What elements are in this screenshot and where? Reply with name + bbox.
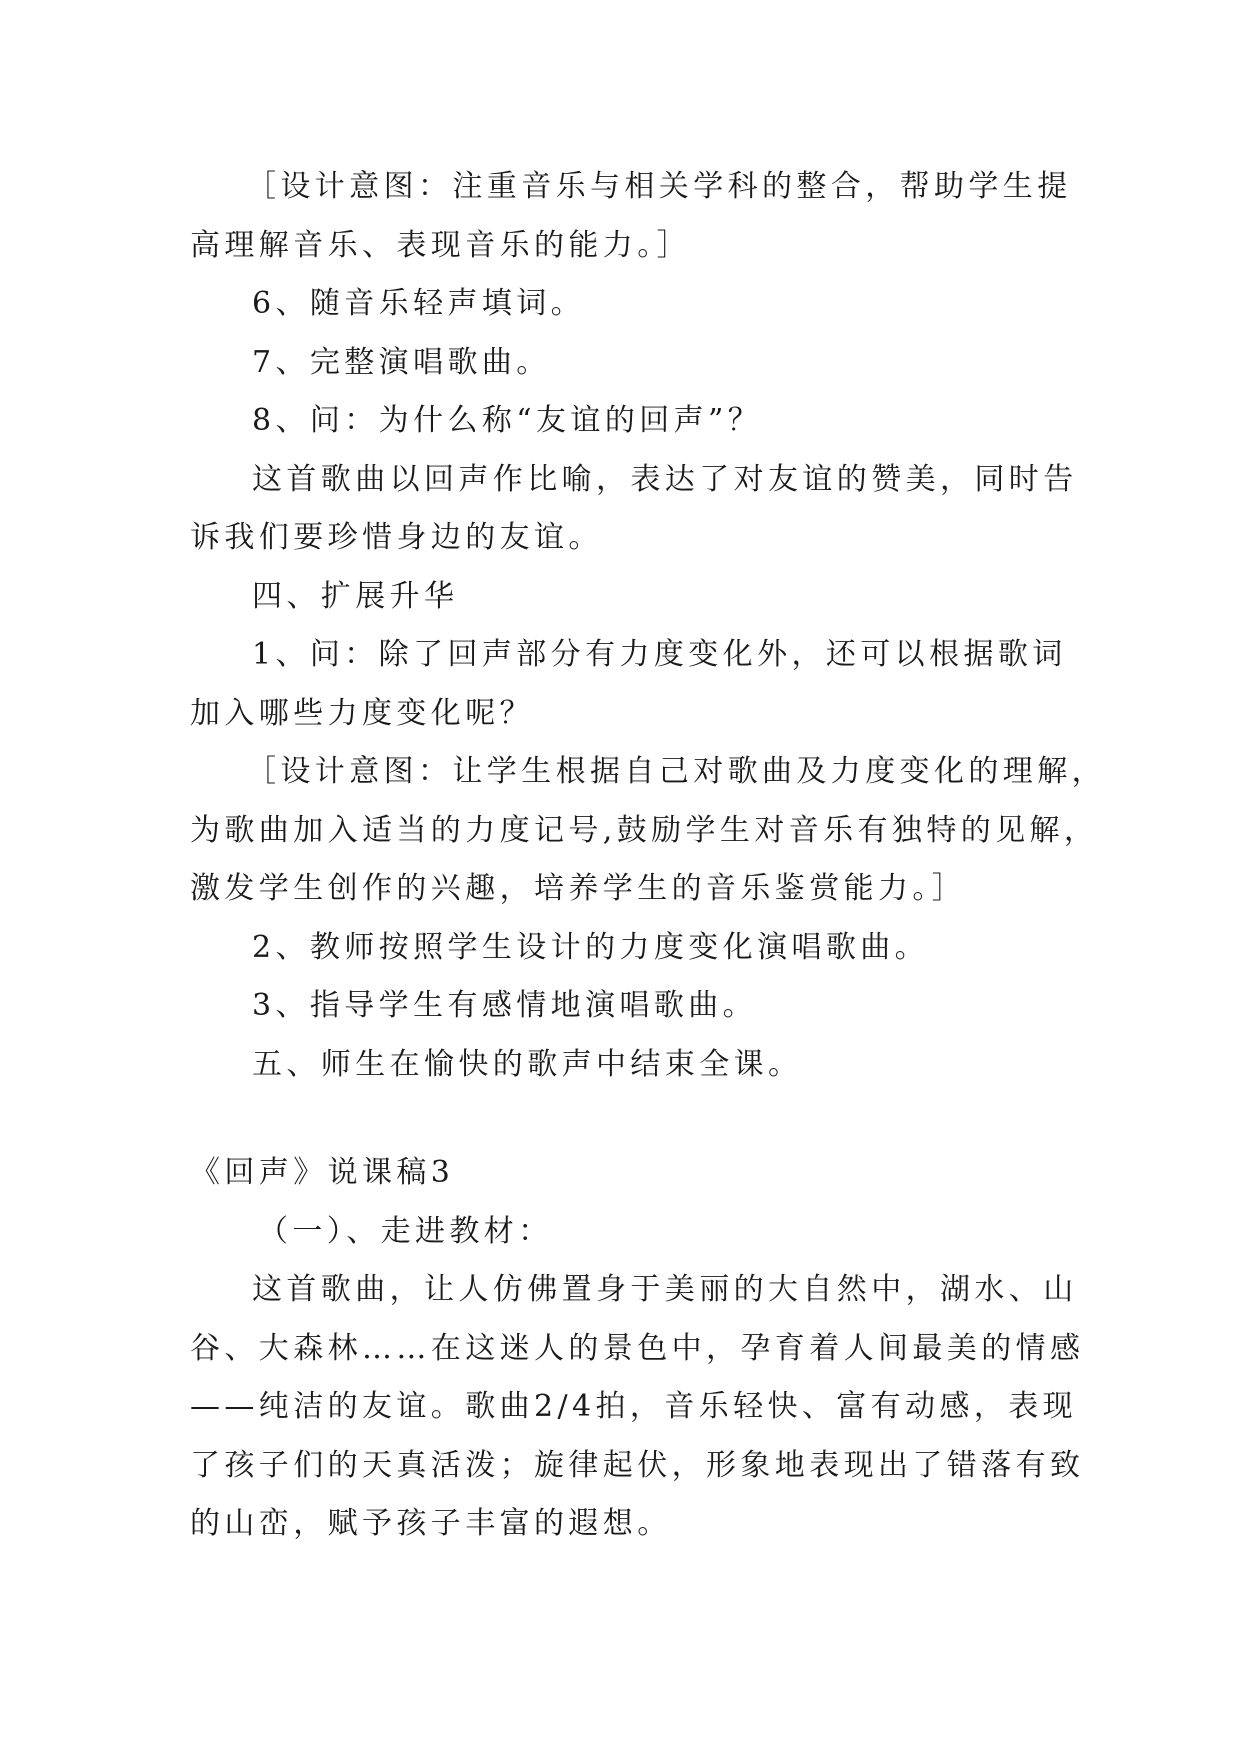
section-heading-5: 五、师生在愉快的歌声中结束全课。 xyxy=(252,1046,803,1082)
section-gap xyxy=(190,1094,1070,1144)
document-subtitle: 《回声》说课稿3 xyxy=(190,1155,455,1190)
step-8: 8、问：为什么称“友谊的回声”？ xyxy=(252,403,763,438)
question-1-line-1: 1、问：除了回声部分有力度变化外，还可以根据歌词 xyxy=(252,637,1067,672)
answer-line-2: 诉我们要珍惜身边的友谊。 xyxy=(190,520,603,555)
answer-line-1: 这首歌曲以回声作比喻，表达了对友谊的赞美，同时告 xyxy=(252,461,1078,497)
subsection-heading-1: （一）、走进教材： xyxy=(258,1213,553,1249)
question-1-line-2: 加入哪些力度变化呢？ xyxy=(190,695,534,731)
design-intent-2-line-3: 激发学生创作的兴趣，培养学生的音乐鉴赏能力。］ xyxy=(190,871,967,906)
material-line-2: 谷、大森林……在这迷人的景色中，孕育着人间最美的情感 xyxy=(190,1330,1085,1366)
step-2: 2、教师按照学生设计的力度变化演唱歌曲。 xyxy=(252,929,930,965)
document-body xyxy=(190,158,1106,1554)
material-line-3: ——纯洁的友谊。歌曲2/4拍，音乐轻快、富有动感，表现 xyxy=(190,1389,1078,1424)
step-7: 7、完整演唱歌曲。 xyxy=(252,344,551,380)
design-intent-line-1: ［设计意图：注重音乐与相关学科的整合，帮助学生提 xyxy=(246,169,1072,204)
material-line-4: 了孩子们的天真活泼；旋律起伏，形象地表现出了错落有致 xyxy=(190,1447,1085,1483)
section-heading-4: 四、扩展升华 xyxy=(252,578,459,614)
design-intent-2-line-1: ［设计意图：让学生根据自己对歌曲及力度变化的理解， xyxy=(246,754,1106,789)
design-intent-line-2: 高理解音乐、表现音乐的能力。］ xyxy=(190,227,691,263)
design-intent-2-line-2: 为歌曲加入适当的力度记号,鼓励学生对音乐有独特的见解， xyxy=(190,812,1099,848)
material-line-5: 的山峦，赋予孩子丰富的遐想。 xyxy=(190,1506,672,1541)
step-3: 3、指导学生有感情地演唱歌曲。 xyxy=(252,988,758,1023)
material-line-1: 这首歌曲，让人仿佛置身于美丽的大自然中，湖水、山 xyxy=(252,1272,1078,1307)
step-6: 6、随音乐轻声填词。 xyxy=(252,286,586,321)
